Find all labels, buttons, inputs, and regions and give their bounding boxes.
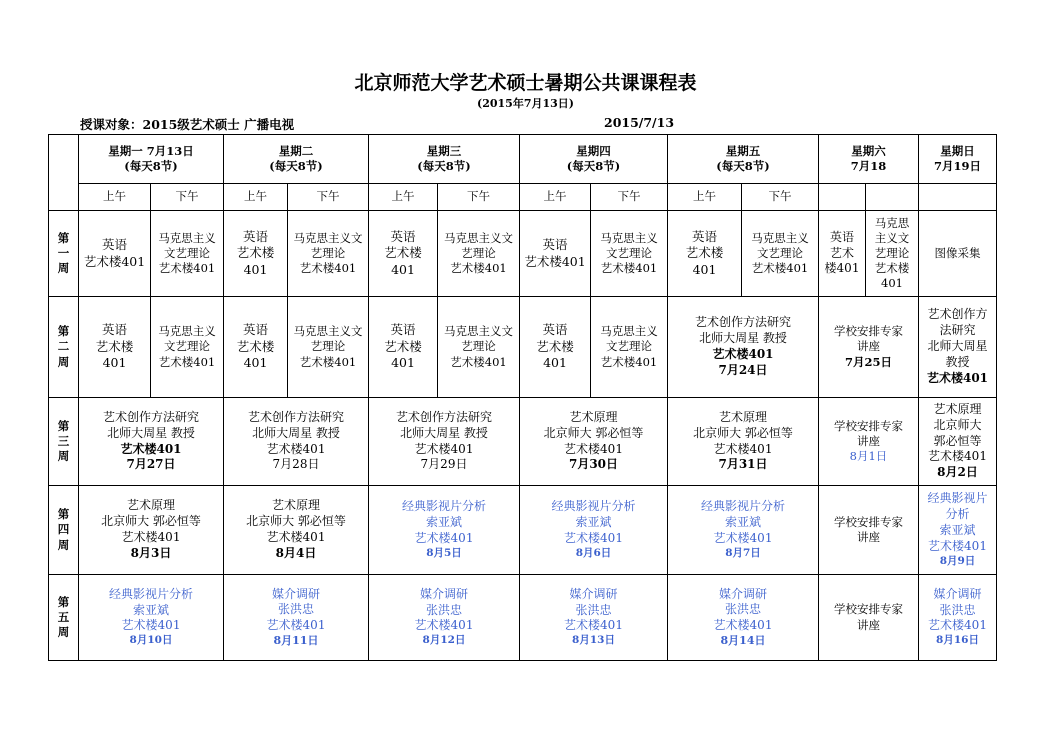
week-row-4 — [49, 486, 997, 575]
corner-cell — [49, 184, 79, 211]
class-cell: 学校安排专家 讲座 — [819, 486, 919, 575]
class-cell: 英语 艺术楼 401 — [668, 211, 742, 297]
day-name: 星期一 7月13日 — [108, 143, 194, 158]
class-cell: 马克思主义 文艺理论 艺术楼401 — [151, 211, 224, 297]
day-name: 星期四 — [576, 143, 611, 158]
day-note: (每天8节) — [124, 159, 178, 173]
week-label-3: 第 三 周 — [49, 398, 79, 486]
class-cell: 媒介调研 张洪忠 艺术楼401 8月16日 — [919, 575, 997, 661]
class-cell: 学校安排专家 讲座 — [819, 575, 919, 661]
pm-label: 下午 — [438, 184, 520, 211]
day-header-fri — [668, 135, 819, 184]
class-cell: 学校安排专家 讲座 8月1日 — [819, 398, 919, 486]
class-cell: 艺术创作方法研究 北师大周星 教授 艺术楼401 7月29日 — [369, 398, 520, 486]
class-cell: 艺术原理 北京师大 郭必恒等 艺术楼401 8月4日 — [224, 486, 369, 575]
class-cell: 艺术创作方法研究 北师大周星 教授 艺术楼401 7月24日 — [668, 297, 819, 398]
day-note: (每天8节) — [566, 159, 621, 173]
schedule-table — [48, 134, 997, 661]
class-cell: 马克思主义 文艺理论 艺术楼401 — [591, 211, 668, 297]
day-name: 星期日 — [940, 143, 975, 158]
day-header-wed — [369, 135, 520, 184]
class-cell: 英语 艺术 楼401 — [819, 211, 866, 297]
class-cell: 艺术创作方法研究 北师大周星 教授 艺术楼401 7月28日 — [224, 398, 369, 486]
empty-cell — [919, 184, 997, 211]
day-header-sun — [919, 135, 997, 184]
pm-label: 下午 — [742, 184, 819, 211]
class-cell: 马克思 主义文 艺理论 艺术楼 401 — [866, 211, 919, 297]
pm-label: 下午 — [288, 184, 369, 211]
pm-label: 下午 — [151, 184, 224, 211]
class-cell: 艺术创作方 法研究 北师大周星 教授 艺术楼401 — [919, 297, 997, 398]
class-cell: 媒介调研 张洪忠 艺术楼401 8月11日 — [224, 575, 369, 661]
class-cell: 图像采集 — [919, 211, 997, 297]
class-cell: 媒介调研 张洪忠 艺术楼401 8月13日 — [520, 575, 668, 661]
ampm-row — [49, 184, 997, 211]
class-cell: 艺术原理 北京师大 郭必恒等 艺术楼401 8月3日 — [79, 486, 224, 575]
class-cell: 马克思主义文 艺理论 艺术楼401 — [438, 297, 520, 398]
class-cell: 经典影视片分析 索亚斌 艺术楼401 8月10日 — [79, 575, 224, 661]
week-label-5: 第 五 周 — [49, 575, 79, 661]
class-cell: 英语 艺术楼 401 — [520, 297, 591, 398]
day-note: (每天8节) — [417, 159, 471, 173]
class-cell: 马克思主义文 艺理论 艺术楼401 — [438, 211, 520, 297]
class-cell: 经典影视片分析 索亚斌 艺术楼401 8月6日 — [520, 486, 668, 575]
am-label: 上午 — [369, 184, 438, 211]
class-cell: 媒介调研 张洪忠 艺术楼401 8月14日 — [668, 575, 819, 661]
audience-label: 授课对象：2015级艺术硕士 广播电视 — [80, 117, 295, 132]
day-note: (每天8节) — [269, 159, 323, 173]
day-name: 星期三 — [426, 143, 462, 158]
class-cell: 经典影视片分析 索亚斌 艺术楼401 8月7日 — [668, 486, 819, 575]
class-cell: 英语 艺术楼 401 — [224, 297, 288, 398]
day-header-mon — [79, 135, 224, 184]
week-label-4: 第 四 周 — [49, 486, 79, 575]
class-cell: 艺术原理 北京师大 郭必恒等 艺术楼401 7月31日 — [668, 398, 819, 486]
week-row-1 — [49, 211, 997, 297]
day-header-thu — [520, 135, 668, 184]
class-cell: 英语 艺术楼 401 — [224, 211, 288, 297]
class-cell: 英语 艺术楼401 — [520, 211, 591, 297]
day-header-row — [49, 135, 997, 184]
day-name: 星期二 — [278, 143, 314, 158]
week-label-2: 第 二 周 — [49, 297, 79, 398]
class-cell: 学校安排专家 讲座 7月25日 — [819, 297, 919, 398]
class-cell: 马克思主义文 艺理论 艺术楼401 — [288, 297, 369, 398]
week-row-2 — [49, 297, 997, 398]
class-cell: 经典影视片 分析 索亚斌 艺术楼401 8月9日 — [919, 486, 997, 575]
day-note: (每天8节) — [716, 159, 770, 173]
am-label: 上午 — [668, 184, 742, 211]
pm-label: 下午 — [591, 184, 668, 211]
class-cell: 马克思主义 文艺理论 艺术楼401 — [591, 297, 668, 398]
class-cell: 马克思主义 文艺理论 艺术楼401 — [151, 297, 224, 398]
day-header-sat — [819, 135, 919, 184]
week-row-5 — [49, 575, 997, 661]
day-note: 7月19日 — [933, 159, 981, 173]
day-name: 星期六 — [851, 143, 886, 158]
class-cell: 马克思主义文 艺理论 艺术楼401 — [288, 211, 369, 297]
class-cell: 马克思主义 文艺理论 艺术楼401 — [742, 211, 819, 297]
week-label-1: 第 一 周 — [49, 211, 79, 297]
am-label: 上午 — [224, 184, 288, 211]
class-cell: 英语 艺术楼401 — [79, 211, 151, 297]
class-cell: 艺术原理 北京师大 郭必恒等 艺术楼401 7月30日 — [520, 398, 668, 486]
am-label: 上午 — [79, 184, 151, 211]
class-cell: 英语 艺术楼 401 — [79, 297, 151, 398]
class-cell: 媒介调研 张洪忠 艺术楼401 8月12日 — [369, 575, 520, 661]
class-cell: 艺术原理 北京师大 郭必恒等 艺术楼401 8月2日 — [919, 398, 997, 486]
day-note: 7月18 — [850, 159, 887, 173]
week-row-3 — [49, 398, 997, 486]
page-subtitle: (2015年7月13日) — [477, 97, 574, 110]
day-header-tue — [224, 135, 369, 184]
empty-cell — [819, 184, 866, 211]
day-name: 星期五 — [725, 143, 761, 158]
corner-cell — [49, 135, 79, 184]
page-title: 北京师范大学艺术硕士暑期公共课课程表 — [354, 72, 697, 94]
class-cell: 英语 艺术楼 401 — [369, 297, 438, 398]
am-label: 上午 — [520, 184, 591, 211]
class-cell: 英语 艺术楼 401 — [369, 211, 438, 297]
class-cell: 经典影视片分析 索亚斌 艺术楼401 8月5日 — [369, 486, 520, 575]
schedule-date: 2015/7/13 — [604, 115, 675, 130]
class-cell: 艺术创作方法研究 北师大周星 教授 艺术楼401 7月27日 — [79, 398, 224, 486]
empty-cell — [866, 184, 919, 211]
